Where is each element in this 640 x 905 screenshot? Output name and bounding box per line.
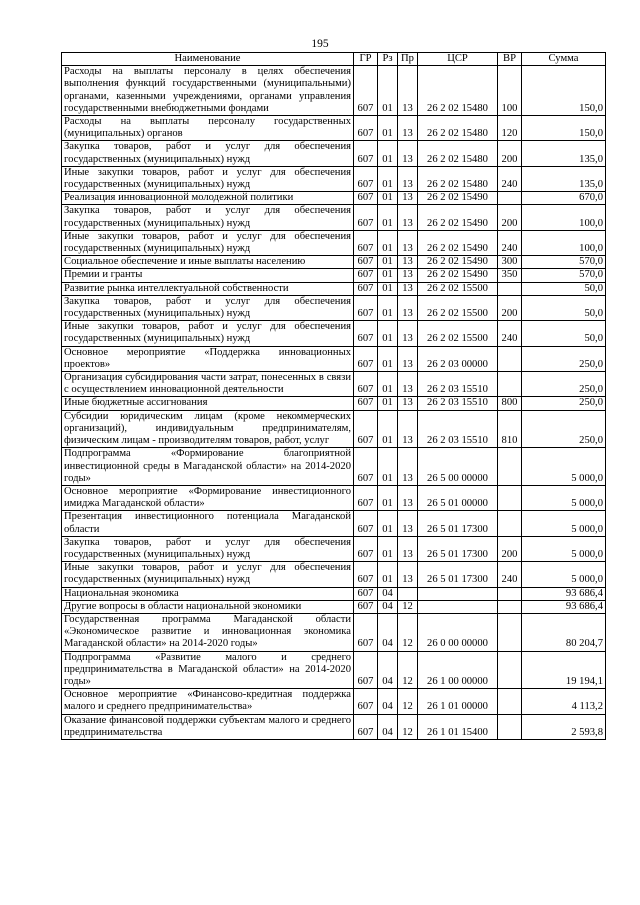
row-pr: 13 <box>398 269 418 282</box>
row-name: Закупка товаров, работ и услуг для обеспечения государственных (муниципальных) нужд <box>62 205 354 230</box>
row-name: Иные закупки товаров, работ и услуг для обеспечения государственных (муниципальных) нужд <box>62 230 354 255</box>
row-sum: 570,0 <box>522 269 606 282</box>
row-gr: 607 <box>354 230 378 255</box>
row-pr: 13 <box>398 485 418 510</box>
row-vr <box>498 346 522 371</box>
header-csr: ЦСР <box>418 53 498 66</box>
row-name: Закупка товаров, работ и услуг для обеспечения государственных (муниципальных) нужд <box>62 295 354 320</box>
table-row <box>62 166 606 191</box>
row-gr: 607 <box>354 269 378 282</box>
row-csr: 26 1 01 15400 <box>418 714 498 739</box>
row-pr: 12 <box>398 613 418 651</box>
row-vr <box>498 651 522 689</box>
row-csr: 26 5 00 00000 <box>418 448 498 486</box>
row-vr: 200 <box>498 536 522 561</box>
page-number: 195 <box>311 38 329 50</box>
table-row <box>62 256 606 269</box>
row-sum: 150,0 <box>522 116 606 141</box>
row-sum: 135,0 <box>522 141 606 166</box>
row-gr: 607 <box>354 295 378 320</box>
row-name: Иные закупки товаров, работ и услуг для обеспечения государственных (муниципальных) нужд <box>62 562 354 587</box>
row-csr: 26 2 02 15490 <box>418 230 498 255</box>
row-name: Основное мероприятие «Поддержка инновационных проектов» <box>62 346 354 371</box>
row-vr: 350 <box>498 269 522 282</box>
table-row <box>62 141 606 166</box>
row-csr: 26 2 02 15480 <box>418 66 498 116</box>
row-name: Оказание финансовой поддержки субъектам малого и среднего предпринимательства <box>62 714 354 739</box>
row-gr: 607 <box>354 613 378 651</box>
row-sum: 250,0 <box>522 410 606 448</box>
row-rz: 01 <box>378 397 398 410</box>
row-csr: 26 2 03 15510 <box>418 372 498 397</box>
row-sum: 5 000,0 <box>522 485 606 510</box>
row-csr: 26 2 02 15490 <box>418 269 498 282</box>
row-pr: 13 <box>398 166 418 191</box>
row-pr: 13 <box>398 141 418 166</box>
row-csr: 26 1 01 00000 <box>418 689 498 714</box>
row-name: Расходы на выплаты персоналу государственных (муниципальных) органов <box>62 116 354 141</box>
row-pr: 13 <box>398 372 418 397</box>
row-csr: 26 2 02 15480 <box>418 166 498 191</box>
table-header-row <box>62 53 606 66</box>
row-vr <box>498 689 522 714</box>
table-row <box>62 689 606 714</box>
row-name: Национальная экономика <box>62 587 354 600</box>
row-name: Иные закупки товаров, работ и услуг для обеспечения государственных (муниципальных) нужд <box>62 321 354 346</box>
row-rz: 01 <box>378 116 398 141</box>
row-name: Закупка товаров, работ и услуг для обеспечения государственных (муниципальных) нужд <box>62 536 354 561</box>
table-row <box>62 587 606 600</box>
row-vr: 200 <box>498 141 522 166</box>
row-rz: 01 <box>378 536 398 561</box>
row-pr: 13 <box>398 295 418 320</box>
row-vr: 810 <box>498 410 522 448</box>
table-row <box>62 205 606 230</box>
table-row <box>62 116 606 141</box>
row-pr: 13 <box>398 230 418 255</box>
row-name: Закупка товаров, работ и услуг для обеспечения государственных (муниципальных) нужд <box>62 141 354 166</box>
row-sum: 50,0 <box>522 295 606 320</box>
row-gr: 607 <box>354 448 378 486</box>
row-pr: 13 <box>398 321 418 346</box>
row-name: Организация субсидирования части затрат, понесенных в связи с осуществлением инновационной деятельности <box>62 372 354 397</box>
table-row <box>62 295 606 320</box>
row-gr: 607 <box>354 166 378 191</box>
row-rz: 01 <box>378 346 398 371</box>
row-csr: 26 2 02 15500 <box>418 321 498 346</box>
row-name: Государственная программа Магаданской области «Экономическое развитие и инновационная экономика Магаданской области» на 2014-2020 годы» <box>62 613 354 651</box>
row-vr: 240 <box>498 562 522 587</box>
row-gr: 607 <box>354 256 378 269</box>
table-row <box>62 613 606 651</box>
row-rz: 04 <box>378 587 398 600</box>
row-gr: 607 <box>354 282 378 295</box>
row-sum: 2 593,8 <box>522 714 606 739</box>
table-row <box>62 651 606 689</box>
header-gr: ГР <box>354 53 378 66</box>
row-vr <box>498 448 522 486</box>
row-pr: 13 <box>398 192 418 205</box>
row-sum: 100,0 <box>522 230 606 255</box>
row-csr: 26 2 02 15490 <box>418 205 498 230</box>
row-name: Иные закупки товаров, работ и услуг для обеспечения государственных (муниципальных) нужд <box>62 166 354 191</box>
row-pr: 13 <box>398 410 418 448</box>
row-pr: 13 <box>398 346 418 371</box>
row-vr: 120 <box>498 116 522 141</box>
row-pr: 12 <box>398 689 418 714</box>
row-csr: 26 5 01 17300 <box>418 536 498 561</box>
row-rz: 04 <box>378 689 398 714</box>
row-gr: 607 <box>354 536 378 561</box>
row-sum: 250,0 <box>522 397 606 410</box>
row-sum: 50,0 <box>522 321 606 346</box>
row-gr: 607 <box>354 689 378 714</box>
row-sum: 93 686,4 <box>522 587 606 600</box>
row-gr: 607 <box>354 714 378 739</box>
row-csr: 26 2 02 15500 <box>418 295 498 320</box>
row-rz: 04 <box>378 600 398 613</box>
header-sum: Сумма <box>522 53 606 66</box>
row-pr: 13 <box>398 256 418 269</box>
header-rz: Рз <box>378 53 398 66</box>
row-gr: 607 <box>354 346 378 371</box>
row-sum: 5 000,0 <box>522 562 606 587</box>
row-pr: 13 <box>398 397 418 410</box>
row-vr <box>498 485 522 510</box>
row-csr: 26 5 01 17300 <box>418 562 498 587</box>
row-vr: 240 <box>498 321 522 346</box>
row-pr: 12 <box>398 714 418 739</box>
row-pr: 12 <box>398 651 418 689</box>
row-name: Развитие рынка интеллектуальной собственности <box>62 282 354 295</box>
table-row <box>62 511 606 536</box>
table-row <box>62 269 606 282</box>
row-gr: 607 <box>354 587 378 600</box>
row-rz: 01 <box>378 256 398 269</box>
row-name: Другие вопросы в области национальной экономики <box>62 600 354 613</box>
row-sum: 50,0 <box>522 282 606 295</box>
row-gr: 607 <box>354 410 378 448</box>
row-csr: 26 2 02 15480 <box>418 141 498 166</box>
row-pr <box>398 587 418 600</box>
row-gr: 607 <box>354 562 378 587</box>
header-vr: ВР <box>498 53 522 66</box>
row-sum: 670,0 <box>522 192 606 205</box>
row-rz: 01 <box>378 141 398 166</box>
row-pr: 13 <box>398 448 418 486</box>
row-name: Основное мероприятие «Финансово-кредитная поддержка малого и среднего предпринимательства» <box>62 689 354 714</box>
row-gr: 607 <box>354 116 378 141</box>
header-name: Наименование <box>62 53 354 66</box>
row-rz: 01 <box>378 295 398 320</box>
row-pr: 13 <box>398 66 418 116</box>
row-csr: 26 2 03 15510 <box>418 397 498 410</box>
row-vr: 240 <box>498 230 522 255</box>
row-sum: 19 194,1 <box>522 651 606 689</box>
row-sum: 135,0 <box>522 166 606 191</box>
table-row <box>62 536 606 561</box>
table-row <box>62 230 606 255</box>
table-row <box>62 485 606 510</box>
row-csr: 26 0 00 00000 <box>418 613 498 651</box>
row-csr: 26 5 01 00000 <box>418 485 498 510</box>
header-pr: Пр <box>398 53 418 66</box>
row-csr: 26 2 02 15480 <box>418 116 498 141</box>
row-rz: 01 <box>378 562 398 587</box>
row-pr: 13 <box>398 116 418 141</box>
row-pr: 13 <box>398 282 418 295</box>
row-name: Реализация инновационной молодежной политики <box>62 192 354 205</box>
table-row <box>62 562 606 587</box>
row-rz: 01 <box>378 166 398 191</box>
row-name: Основное мероприятие «Формирование инвестиционного имиджа Магаданской области» <box>62 485 354 510</box>
row-pr: 13 <box>398 511 418 536</box>
table-row <box>62 346 606 371</box>
row-sum: 150,0 <box>522 66 606 116</box>
row-csr <box>418 587 498 600</box>
row-name: Подпрограмма «Формирование благоприятной инвестиционной среды в Магаданской области» на 2014-2020 годы» <box>62 448 354 486</box>
row-gr: 607 <box>354 321 378 346</box>
table-row <box>62 192 606 205</box>
row-vr <box>498 600 522 613</box>
table-row <box>62 372 606 397</box>
row-rz: 01 <box>378 269 398 282</box>
row-vr: 240 <box>498 166 522 191</box>
row-gr: 607 <box>354 66 378 116</box>
row-csr: 26 2 02 15500 <box>418 282 498 295</box>
row-csr: 26 1 00 00000 <box>418 651 498 689</box>
row-name: Социальное обеспечение и иные выплаты населению <box>62 256 354 269</box>
row-rz: 01 <box>378 372 398 397</box>
row-rz: 01 <box>378 511 398 536</box>
table-row <box>62 321 606 346</box>
row-sum: 4 113,2 <box>522 689 606 714</box>
row-rz: 01 <box>378 485 398 510</box>
row-vr: 200 <box>498 205 522 230</box>
row-pr: 12 <box>398 600 418 613</box>
row-sum: 250,0 <box>522 346 606 371</box>
table-row <box>62 448 606 486</box>
row-rz: 01 <box>378 282 398 295</box>
row-vr <box>498 613 522 651</box>
row-gr: 607 <box>354 651 378 689</box>
row-rz: 01 <box>378 230 398 255</box>
row-rz: 01 <box>378 448 398 486</box>
row-vr: 200 <box>498 295 522 320</box>
row-vr: 100 <box>498 66 522 116</box>
table-row <box>62 714 606 739</box>
row-gr: 607 <box>354 372 378 397</box>
row-sum: 5 000,0 <box>522 536 606 561</box>
row-csr: 26 2 03 00000 <box>418 346 498 371</box>
row-name: Презентация инвестиционного потенциала Магаданской области <box>62 511 354 536</box>
row-rz: 01 <box>378 205 398 230</box>
row-vr: 300 <box>498 256 522 269</box>
row-pr: 13 <box>398 562 418 587</box>
row-gr: 607 <box>354 511 378 536</box>
row-name: Субсидии юридическим лицам (кроме некоммерческих организаций), индивидуальным предпринимателям, физическим лицам - производителям товаров, работ, услуг <box>62 410 354 448</box>
row-name: Расходы на выплаты персоналу в целях обеспечения выполнения функций государственными (муниципальными) органами, казенными учреждениями, органами управления государственными внебюджетными фондами <box>62 66 354 116</box>
row-sum: 100,0 <box>522 205 606 230</box>
row-gr: 607 <box>354 397 378 410</box>
budget-table <box>61 52 606 740</box>
row-gr: 607 <box>354 192 378 205</box>
row-csr: 26 2 02 15490 <box>418 192 498 205</box>
table-row <box>62 600 606 613</box>
row-rz: 04 <box>378 651 398 689</box>
row-csr: 26 5 01 17300 <box>418 511 498 536</box>
table-row <box>62 397 606 410</box>
row-pr: 13 <box>398 205 418 230</box>
row-sum: 5 000,0 <box>522 448 606 486</box>
row-name: Премии и гранты <box>62 269 354 282</box>
row-vr <box>498 372 522 397</box>
table-row <box>62 410 606 448</box>
row-rz: 01 <box>378 410 398 448</box>
row-vr <box>498 714 522 739</box>
row-pr: 13 <box>398 536 418 561</box>
table-row <box>62 66 606 116</box>
table-row <box>62 282 606 295</box>
row-sum: 5 000,0 <box>522 511 606 536</box>
row-rz: 04 <box>378 714 398 739</box>
row-sum: 570,0 <box>522 256 606 269</box>
row-sum: 250,0 <box>522 372 606 397</box>
row-csr: 26 2 03 15510 <box>418 410 498 448</box>
row-vr <box>498 192 522 205</box>
row-rz: 01 <box>378 321 398 346</box>
row-vr <box>498 282 522 295</box>
row-name: Подпрограмма «Развитие малого и среднего предпринимательства в Магаданской области» на 2014-2020 годы» <box>62 651 354 689</box>
row-csr <box>418 600 498 613</box>
row-rz: 01 <box>378 192 398 205</box>
row-name: Иные бюджетные ассигнования <box>62 397 354 410</box>
row-vr: 800 <box>498 397 522 410</box>
row-rz: 04 <box>378 613 398 651</box>
row-rz: 01 <box>378 66 398 116</box>
row-gr: 607 <box>354 485 378 510</box>
row-gr: 607 <box>354 205 378 230</box>
row-gr: 607 <box>354 600 378 613</box>
row-gr: 607 <box>354 141 378 166</box>
row-sum: 80 204,7 <box>522 613 606 651</box>
row-vr <box>498 511 522 536</box>
row-sum: 93 686,4 <box>522 600 606 613</box>
row-csr: 26 2 02 15490 <box>418 256 498 269</box>
row-vr <box>498 587 522 600</box>
